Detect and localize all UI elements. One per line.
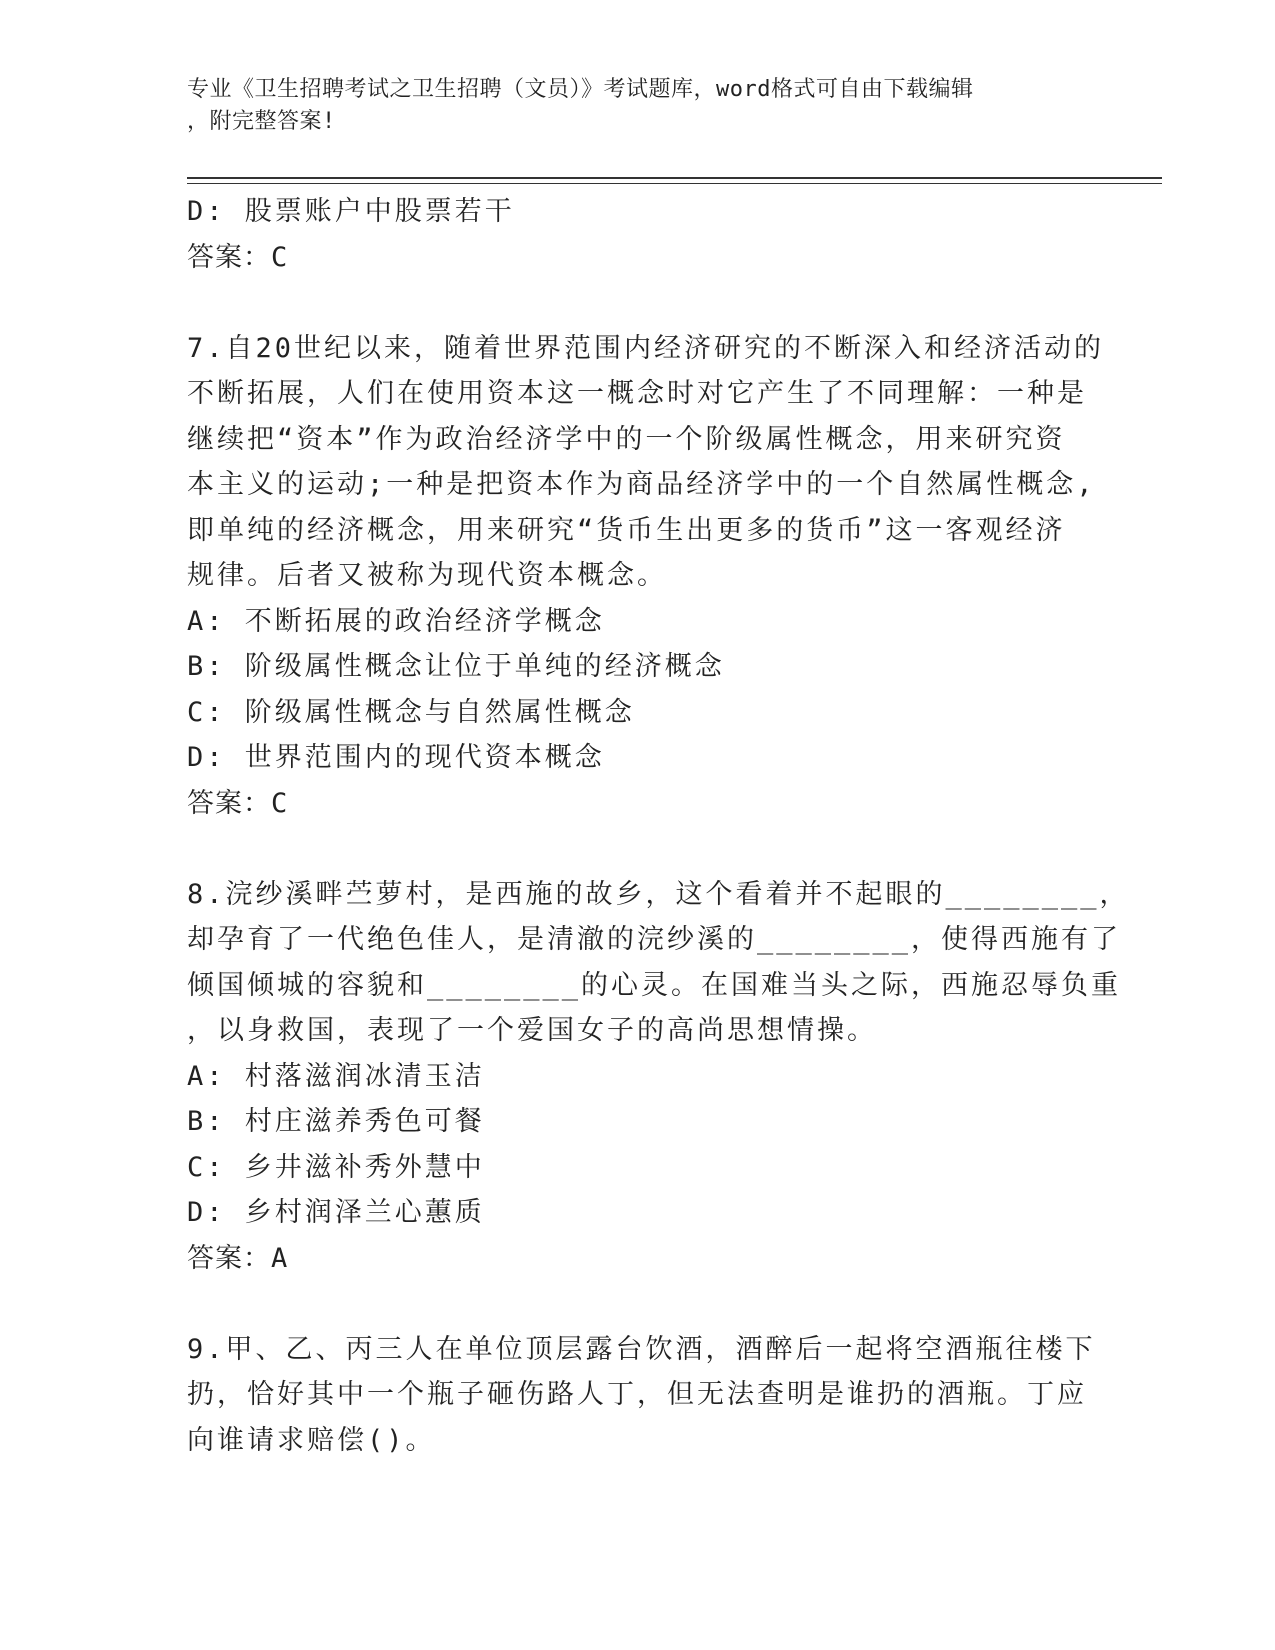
option-d: D: 乡村润泽兰心蕙质	[187, 1197, 485, 1228]
spacer	[187, 826, 1077, 872]
question-text-line: 却孕育了一代绝色佳人，是清澈的浣纱溪的________，使得西施有了	[187, 924, 1122, 955]
spacer	[187, 280, 1077, 326]
answer	[187, 781, 1077, 827]
question-text-line: 倾国倾城的容貌和________的心灵。在国难当头之际，西施忍辱负重	[187, 969, 1122, 1001]
option-a: A: 不断拓展的政治经济学概念	[187, 605, 605, 637]
option-d: D: 世界范围内的现代资本概念	[187, 742, 605, 773]
answer-label: 答案：	[187, 1242, 271, 1274]
question-text-line: 扔，恰好其中一个瓶子砸伤路人丁，但无法查明是谁扔的酒瓶。丁应	[187, 1379, 1087, 1410]
answer	[187, 1236, 1077, 1282]
option-c: C: 阶级属性概念与自然属性概念	[187, 696, 635, 728]
prev-option-d: D: 股票账户中股票若干	[187, 196, 515, 227]
answer-value: A	[271, 1242, 289, 1274]
question-text-line: 8.浣纱溪畔苎萝村，是西施的故乡，这个看着并不起眼的________，	[187, 878, 1130, 910]
answer-label: 答案：	[187, 241, 271, 273]
answer-value: C	[271, 787, 289, 819]
option-b: B: 村庄滋养秀色可餐	[187, 1106, 485, 1137]
question-text-line: 即单纯的经济概念，用来研究“货币生出更多的货币”这一客观经济	[187, 514, 1066, 546]
header-divider-thick	[187, 177, 1162, 179]
answer-label: 答案：	[187, 787, 271, 819]
question-text-line: 本主义的运动;一种是把资本作为商品经济学中的一个自然属性概念,	[187, 469, 1096, 500]
option-b: B: 阶级属性概念让位于单纯的经济概念	[187, 651, 725, 682]
document-body	[187, 189, 1130, 1463]
question-text-line: 向谁请求赔偿()。	[187, 1424, 436, 1456]
page-header	[187, 74, 1087, 138]
question-text-line: 不断拓展，人们在使用资本这一概念时对它产生了不同理解：一种是	[187, 378, 1087, 409]
prev-answer	[187, 235, 1077, 281]
option-c: C: 乡井滋补秀外慧中	[187, 1151, 485, 1183]
question-text-line: 规律。后者又被称为现代资本概念。	[187, 560, 667, 591]
header-line-2: ，附完整答案!	[187, 109, 336, 134]
question-text-line: 继续把“资本”作为政治经济学中的一个阶级属性概念，用来研究资	[187, 423, 1066, 455]
question-8	[187, 872, 1130, 1282]
question-9	[187, 1327, 1096, 1464]
question-text-line: ，以身救国，表现了一个爱国女子的高尚思想情操。	[187, 1015, 877, 1046]
question-text-line: 7.自20世纪以来，随着世界范围内经济研究的不断深入和经济活动的	[187, 332, 1105, 364]
question-7	[187, 326, 1105, 827]
header-line-1: 专业《卫生招聘考试之卫生招聘（文员）》考试题库，word格式可自由下载编辑	[187, 77, 974, 102]
answer-value: C	[271, 241, 289, 273]
question-text-line: 9.甲、乙、丙三人在单位顶层露台饮酒，酒醉后一起将空酒瓶往楼下	[187, 1333, 1096, 1365]
header-divider-thin	[187, 183, 1162, 184]
option-a: A: 村落滋润冰清玉洁	[187, 1060, 485, 1092]
spacer	[187, 1281, 1077, 1327]
